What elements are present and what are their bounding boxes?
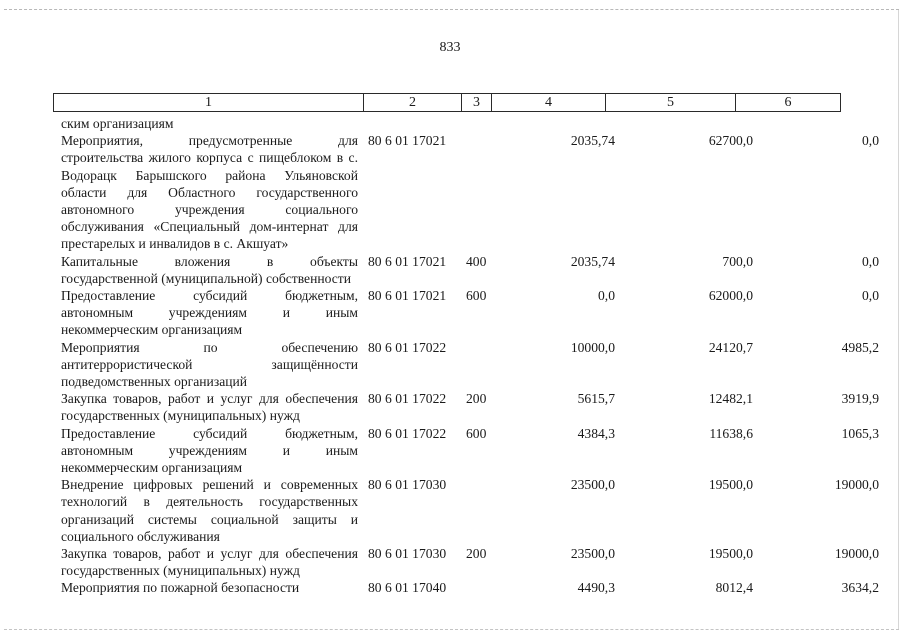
row-amount-col6: 3634,2: [841, 580, 879, 596]
table-row: [61, 115, 841, 132]
table-row: [61, 390, 879, 424]
row-amount-col4: 2035,74: [570, 253, 615, 269]
row-name: Предоставление субсидий бюджетным, автономным учреждениям и иным некоммерческим организациям: [61, 425, 358, 476]
row-amount-col4: 23500,0: [570, 546, 615, 562]
row-name: Мероприятия по обеспечению антитеррористической защищённости подведомственных организаций: [61, 339, 358, 390]
row-name: Капитальные вложения в объекты государственной (муниципальной) собственности: [61, 253, 358, 286]
row-name: Мероприятия по пожарной безопасности: [61, 580, 300, 596]
row-name: Закупка товаров, работ и услуг для обеспечения государственных (муниципальных) нужд: [61, 546, 358, 579]
row-expense-type: 400: [466, 253, 487, 269]
row-code: 80 6 01 17021: [368, 133, 447, 149]
table-row: [61, 579, 879, 596]
row-name: ским организациям: [61, 116, 174, 131]
row-amount-col6: 0,0: [862, 133, 879, 149]
row-amount-col4: 5615,7: [577, 391, 615, 407]
row-amount-col6: 0,0: [862, 253, 879, 269]
row-expense-type: 200: [466, 391, 487, 407]
table-row: [61, 545, 879, 579]
row-amount-col6: 19000,0: [834, 546, 879, 562]
row-code: 80 6 01 17022: [368, 339, 447, 355]
row-amount-col4: 10000,0: [570, 339, 615, 355]
row-code: 80 6 01 17030: [368, 546, 447, 562]
row-amount-col5: 8012,4: [715, 580, 753, 596]
row-amount-col5: 19500,0: [708, 546, 753, 562]
row-expense-type: 600: [466, 425, 487, 441]
table-row: [61, 287, 879, 339]
row-name: Мероприятия, предусмотренные для строительства жилого корпуса с пищеблоком в с. Водорацк Барышского района Ульяновской области для Областного государственного автономного учреждения социального обслуживания «Специальный дом-интернат для престарелых и инвалидов в с. Акшуат»: [61, 133, 358, 252]
row-amount-col5: 24120,7: [708, 339, 753, 355]
row-code: 80 6 01 17021: [368, 288, 447, 304]
row-amount-col5: 11638,6: [709, 425, 753, 441]
row-amount-col6: 3919,9: [841, 391, 879, 407]
row-code: 80 6 01 17022: [368, 391, 447, 407]
row-amount-col6: 4985,2: [841, 339, 879, 355]
row-name: Внедрение цифровых решений и современных технологий в деятельность государственных организаций системы социальной защиты и социального обслуживания: [61, 477, 358, 544]
row-amount-col5: 62000,0: [708, 288, 753, 304]
table-row: [61, 253, 879, 287]
table-row: [61, 425, 879, 477]
row-code: 80 6 01 17022: [368, 425, 447, 441]
table-row: [61, 132, 879, 252]
row-amount-col6: 19000,0: [834, 477, 879, 493]
scan-edge-bottom: [4, 629, 899, 630]
row-amount-col5: 19500,0: [708, 477, 753, 493]
row-amount-col4: 2035,74: [570, 133, 615, 149]
row-amount-col5: 700,0: [722, 253, 753, 269]
table-header: [53, 93, 841, 112]
row-amount-col4: 4490,3: [577, 580, 615, 596]
column-header-5: 5: [606, 94, 736, 111]
row-expense-type: 600: [466, 288, 487, 304]
row-name: Закупка товаров, работ и услуг для обеспечения государственных (муниципальных) нужд: [61, 391, 358, 424]
column-header-2: 2: [364, 94, 462, 111]
row-amount-col5: 12482,1: [708, 391, 753, 407]
row-amount-col5: 62700,0: [708, 133, 753, 149]
row-code: 80 6 01 17030: [368, 477, 447, 493]
row-amount-col4: 0,0: [598, 288, 615, 304]
row-expense-type: 200: [466, 546, 487, 562]
row-code: 80 6 01 17021: [368, 253, 447, 269]
table-row: [61, 339, 879, 391]
row-amount-col6: 1065,3: [841, 425, 879, 441]
scan-edge-right: [898, 10, 899, 630]
scan-edge-top: [4, 9, 899, 10]
column-header-4: 4: [492, 94, 606, 111]
row-amount-col6: 0,0: [862, 288, 879, 304]
column-header-1: 1: [54, 94, 364, 111]
row-name: Предоставление субсидий бюджетным, автономным учреждениям и иным некоммерческим организациям: [61, 288, 358, 338]
column-header-3: 3: [462, 94, 492, 111]
page-number: 833: [439, 40, 461, 55]
row-amount-col4: 23500,0: [570, 477, 615, 493]
column-header-6: 6: [784, 95, 792, 110]
table-row: [61, 476, 879, 545]
row-amount-col4: 4384,3: [577, 425, 615, 441]
row-code: 80 6 01 17040: [368, 580, 447, 596]
table-body: [61, 115, 879, 597]
